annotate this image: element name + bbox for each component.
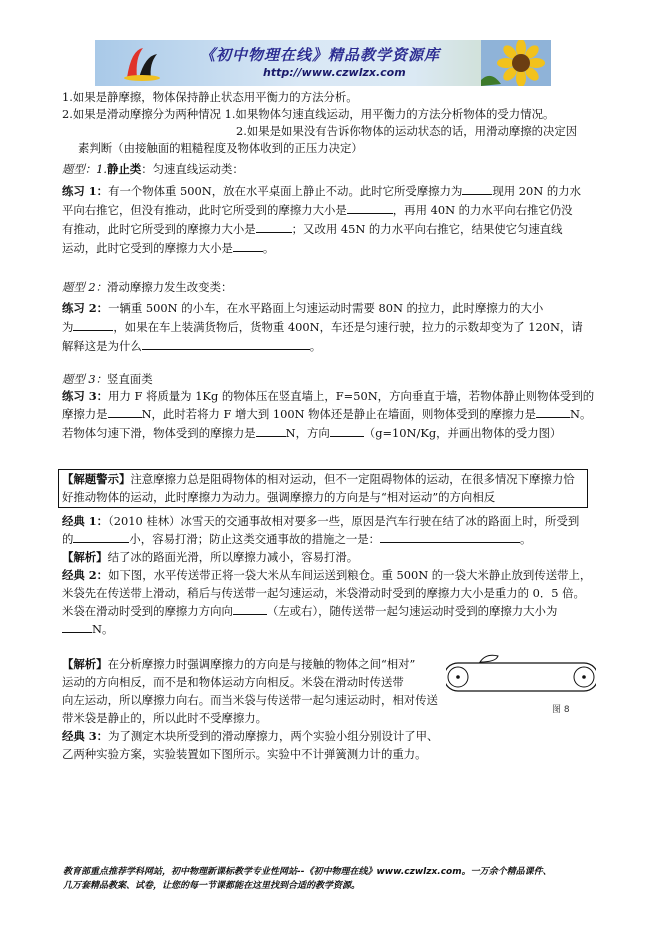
exercise2-line-2: 为 ，如果在车上装满货物后，货物重 400N，车还是匀速行驶，拉力的示数却变为了 120N，请 — [62, 320, 583, 334]
answer-blank — [73, 532, 129, 543]
answer-blank — [347, 203, 393, 214]
classic1-line-2: 的 小，容易打滑；防止这类交通事故的措施之一是： 。 — [62, 532, 532, 546]
sunflower-icon — [481, 40, 551, 86]
answer-blank — [62, 622, 92, 633]
exercise3-line-2: 摩擦力是 N，此时若将力 F 增大到 100N 物体还是静止在墙面，则物体受到的摩擦力是 N。 — [62, 407, 592, 421]
answer-blank — [108, 407, 142, 418]
classic1-line-1: 经典 1：（2010 桂林）冰雪天的交通事故相对要多一些，原因是汽车行驶在结了冰的路面上时，所受到 — [62, 514, 580, 528]
exercise3-line-1: 练习 3：用力 F 将质量为 1Kg 的物体压在竖直墙上，F=50N，方向垂直于墙，若物体静止则物体受到的 — [62, 389, 595, 403]
exercise1-line-3: 有推动，此时它所受到的摩擦力大小是 ；又改用 45N 的力水平向右推它，结果使它匀速直线 — [62, 222, 563, 236]
type3-heading: 题型 3：竖直面类 — [62, 372, 153, 386]
figure-label: 图 8 — [552, 705, 570, 715]
answer-blank — [256, 222, 292, 233]
answer-blank — [462, 184, 492, 195]
tip-line-1: 【解题警示】注意摩擦力总是阻碍物体的相对运动，但不一定阻碍物体的运动，在很多情况下摩擦力恰 — [62, 472, 575, 486]
answer-blank — [380, 532, 520, 543]
exercise2-line-1: 练习 2：一辆重 500N 的小车，在水平路面上匀速运动时需要 80N 的拉力，此时摩擦力的大小 — [62, 301, 544, 315]
conveyor-belt-figure — [446, 650, 596, 720]
conveyor-belt-diagram — [446, 650, 596, 720]
classic2-line-3: 米袋在滑动时受到的摩擦力方向向 （左或右），随传送带一起匀速运动时受到的摩擦力大小为 — [62, 604, 558, 618]
type2-heading: 题型 2：滑动摩擦力发生改变类： — [62, 280, 233, 294]
answer-blank — [233, 604, 267, 615]
exercise2-line-3: 解释这是为什么 。 — [62, 339, 322, 353]
classic3-line-2: 乙两种实验方案，实验装置如下图所示。实验中不计弹簧测力计的重力。 — [62, 747, 427, 761]
classic2-analysis-line-1: 【解析】在分析摩擦力时强调摩擦力的方向是与接触的物体之间“相对” — [62, 657, 416, 671]
answer-blank — [536, 407, 570, 418]
footer-line-2: 几万套精品教案、试卷，让您的每一节课都能在这里找到合适的教学资源。 — [63, 881, 361, 891]
answer-blank — [233, 241, 263, 252]
intro-line-2: 2.如果是滑动摩擦分为两种情况 1.如果物体匀速直线运动，用平衡力的方法分析物体的受力情况。 — [62, 107, 555, 121]
footer-line-1: 教育部重点推荐学科网站，初中物理新课标教学专业性网站--《初中物理在线》www.czwlzx.com。一万余个精品课件、 — [63, 867, 552, 877]
intro-line-1: 1.如果是静摩擦，物体保持静止状态用平衡力的方法分析。 — [62, 90, 358, 104]
banner-title: 《初中物理在线》精品教学资源库 — [200, 46, 441, 64]
answer-blank — [142, 339, 310, 350]
site-logo-icon — [121, 44, 163, 82]
classic2-analysis-line-3: 向左运动，所以摩擦力向右。而当米袋与传送带一起匀速运动时，相对传送 — [62, 693, 438, 707]
classic3-line-1: 经典 3：为了测定木块所受到的滑动摩擦力，两个实验小组分别设计了甲、 — [62, 729, 439, 743]
type1-heading: 题型：1.静止类：匀速直线运动类： — [62, 162, 244, 176]
intro-line-4: 素判断（由接触面的粗糙程度及物体收到的正压力决定） — [78, 141, 363, 155]
answer-blank — [73, 320, 113, 331]
intro-line-3: 2.如果是如果没有告诉你物体的运动状态的话，用滑动摩擦的决定因 — [236, 124, 578, 138]
classic2-analysis-line-2: 运动的方向相反，而不是和物体运动方向相反。米袋在滑动时传送带 — [62, 675, 404, 689]
classic1-analysis: 【解析】结了冰的路面光滑，所以摩擦力减小，容易打滑。 — [62, 550, 359, 564]
header-banner — [95, 40, 551, 86]
classic2-analysis-line-4: 带米袋是静止的，所以此时不受摩擦力。 — [62, 711, 268, 725]
classic2-line-4: N。 — [62, 622, 113, 636]
classic2-line-2: 米袋先在传送带上滑动，稍后与传送带一起匀速运动，米袋滑动时受到的摩擦力大小是重力的 0．5 倍。 — [62, 586, 585, 600]
banner-url: http://www.czwlzx.com — [263, 66, 406, 79]
exercise1-line-4: 运动，此时它受到的摩擦力大小是 。 — [62, 241, 275, 255]
exercise3-line-3: 若物体匀速下滑，物体受到的摩擦力是 N，方向 （g=10N/Kg，并画出物体的受力图） — [62, 426, 562, 440]
classic2-line-1: 经典 2：如下图，水平传送带正将一袋大米从车间运送到粮仓。重 500N 的一袋大米静止放到传送带上， — [62, 568, 592, 582]
answer-blank — [256, 426, 286, 437]
answer-blank — [330, 426, 364, 437]
exercise1-line-1: 练习 1：有一个物体重 500N，放在水平桌面上静止不动。此时它所受摩擦力为 现用 20N 的力水 — [62, 184, 582, 198]
tip-line-2: 好推动物体的运动，此时摩擦力为动力。强调摩擦力的方向是与“相对运动”的方向相反 — [62, 490, 496, 504]
exercise1-line-2: 平向右推它，但没有推动，此时它所受到的摩擦力大小是 ，再用 40N 的力水平向右推它仍没 — [62, 203, 573, 217]
